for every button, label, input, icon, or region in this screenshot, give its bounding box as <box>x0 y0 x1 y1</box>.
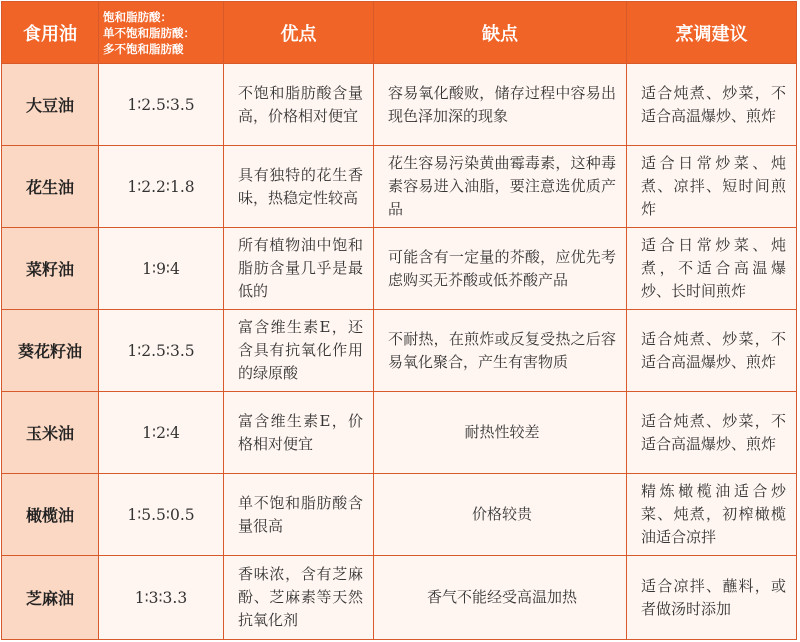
table-row <box>2 146 797 228</box>
header-pros: 优点 <box>224 2 374 64</box>
advice-cell: 适合炖煮、炒菜，不适合高温爆炒、煎炸 <box>627 392 797 474</box>
pros-cell: 具有独特的花生香味，热稳定性较高 <box>224 146 374 228</box>
cons-cell: 价格较贵 <box>374 474 627 556</box>
cons-cell: 耐热性较差 <box>374 392 627 474</box>
ratio-cell: 1∶2∶4 <box>99 392 224 474</box>
cooking-oil-table <box>1 1 797 640</box>
table-row <box>2 474 797 556</box>
header-oil: 食用油 <box>2 2 99 64</box>
cons-cell: 容易氧化酸败，储存过程中容易出现色泽加深的现象 <box>374 64 627 146</box>
oil-name-cell: 芝麻油 <box>2 556 99 640</box>
ratio-cell: 1∶2.5∶3.5 <box>99 64 224 146</box>
ratio-cell: 1∶9∶4 <box>99 228 224 310</box>
advice-cell: 适合日常炒菜、炖煮，不适合高温爆炒、长时间煎炸 <box>627 228 797 310</box>
table-row <box>2 228 797 310</box>
ratio-cell: 1∶2.2∶1.8 <box>99 146 224 228</box>
advice-cell: 适合日常炒菜、炖煮、凉拌、短时间煎炸 <box>627 146 797 228</box>
table-row <box>2 310 797 392</box>
advice-cell: 适合炖煮、炒菜，不适合高温爆炒、煎炸 <box>627 64 797 146</box>
oil-name-cell: 菜籽油 <box>2 228 99 310</box>
pros-cell: 单不饱和脂肪酸含量很高 <box>224 474 374 556</box>
ratio-cell: 1∶5.5∶0.5 <box>99 474 224 556</box>
advice-cell: 适合凉拌、蘸料，或者做汤时添加 <box>627 556 797 640</box>
cons-cell: 花生容易污染黄曲霉毒素，这种毒素容易进入油脂，要注意选优质产品 <box>374 146 627 228</box>
pros-cell: 富含维生素E，价格相对便宜 <box>224 392 374 474</box>
oil-name-cell: 橄榄油 <box>2 474 99 556</box>
cons-cell: 香气不能经受高温加热 <box>374 556 627 640</box>
header-fatty-acid-ratio: 饱和脂肪酸： 单不饱和脂肪酸： 多不饱和脂肪酸 <box>99 2 224 64</box>
advice-cell: 精炼橄榄油适合炒菜、炖煮，初榨橄榄油适合凉拌 <box>627 474 797 556</box>
advice-cell: 适合炖煮、炒菜，不适合高温爆炒、煎炸 <box>627 310 797 392</box>
table-row <box>2 392 797 474</box>
oil-name-cell: 花生油 <box>2 146 99 228</box>
oil-name-cell: 玉米油 <box>2 392 99 474</box>
oil-name-cell: 葵花籽油 <box>2 310 99 392</box>
table-row <box>2 556 797 640</box>
ratio-cell: 1∶2.5∶3.5 <box>99 310 224 392</box>
pros-cell: 香味浓，含有芝麻酚、芝麻素等天然抗氧化剂 <box>224 556 374 640</box>
cons-cell: 可能含有一定量的芥酸，应优先考虑购买无芥酸或低芥酸产品 <box>374 228 627 310</box>
oil-name-cell: 大豆油 <box>2 64 99 146</box>
pros-cell: 富含维生素E，还含具有抗氧化作用的绿原酸 <box>224 310 374 392</box>
pros-cell: 所有植物油中饱和脂肪含量几乎是最低的 <box>224 228 374 310</box>
table-header-row <box>2 2 797 64</box>
header-cons: 缺点 <box>374 2 627 64</box>
pros-cell: 不饱和脂肪酸含量高，价格相对便宜 <box>224 64 374 146</box>
header-cooking-advice: 烹调建议 <box>627 2 797 64</box>
cons-cell: 不耐热，在煎炸或反复受热之后容易氧化聚合，产生有害物质 <box>374 310 627 392</box>
ratio-cell: 1∶3∶3.3 <box>99 556 224 640</box>
table-row <box>2 64 797 146</box>
